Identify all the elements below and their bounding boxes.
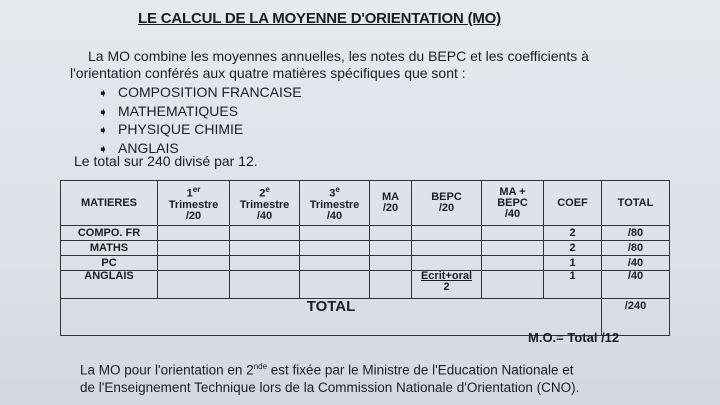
list-item: ➧ COMPOSITION FRANCAISE: [98, 84, 302, 103]
table-row: [61, 271, 670, 299]
table-row: [61, 226, 670, 241]
arrow-bullet-icon: ➧: [98, 86, 109, 100]
grand-total: /240: [602, 299, 670, 336]
arrow-bullet-icon: ➧: [98, 123, 109, 137]
mo-table: [60, 180, 670, 336]
cell-subject: MATHS: [61, 241, 158, 256]
arrow-bullet-icon: ➧: [98, 141, 109, 156]
header-trimestre-3: 3e Trimestre /40: [300, 181, 370, 226]
cell-total: /40: [602, 256, 670, 271]
header-bepc: BEPC /20: [412, 181, 482, 226]
header-ma-bepc: MA + BEPC /40: [482, 181, 544, 226]
header-coef: COEF: [544, 181, 602, 226]
header-trimestre-2: 2e Trimestre /40: [230, 181, 300, 226]
arrow-bullet-icon: ➧: [98, 104, 109, 119]
cell-subject: PC: [61, 256, 158, 271]
total-note: Le total sur 240 divisé par 12.: [74, 153, 258, 169]
intro-line-2: l'orientation conférés aux quatre matières spécifiques que sont :: [70, 65, 466, 81]
subject-list: [98, 84, 302, 158]
header-trimestre-1: 1er Trimestre /20: [158, 181, 230, 226]
cell-total: /80: [602, 241, 670, 256]
page-title: LE CALCUL DE LA MOYENNE D'ORIENTATION (MO): [138, 10, 501, 27]
total-label: TOTAL: [61, 299, 602, 336]
cell-bepc: Ecrit+oral 2: [412, 271, 482, 299]
table-row: [61, 256, 670, 271]
header-matieres: MATIERES: [61, 181, 158, 226]
table-header-row: [61, 181, 670, 226]
table-row: [61, 241, 670, 256]
intro-paragraph: [70, 48, 670, 82]
cell-coef: 2: [544, 241, 602, 256]
list-item: ➧ MATHEMATIQUES: [98, 103, 302, 122]
list-item: ➧ ANGLAIS: [98, 140, 302, 159]
header-total: TOTAL: [602, 181, 670, 226]
cell-subject: ANGLAIS: [61, 271, 158, 299]
cell-coef: 1: [544, 271, 602, 299]
header-ma: MA /20: [370, 181, 412, 226]
mo-formula: M.O.= Total /12: [528, 330, 620, 345]
footer-note: La MO pour l'orientation en 2nde est fixée par le Ministre de l'Education Nationale et de l'Enseignement Technique lors de la Commission Nationale d'Orientation (CNO).: [80, 362, 580, 395]
cell-total: /80: [602, 226, 670, 241]
cell-total: /40: [602, 271, 670, 299]
list-item: ➧ PHYSIQUE CHIMIE: [98, 121, 302, 140]
cell-coef: 1: [544, 256, 602, 271]
intro-line-1: La MO combine les moyennes annuelles, les notes du BEPC et les coefficients à: [88, 48, 589, 64]
cell-coef: 2: [544, 226, 602, 241]
cell-subject: COMPO. FR: [61, 226, 158, 241]
